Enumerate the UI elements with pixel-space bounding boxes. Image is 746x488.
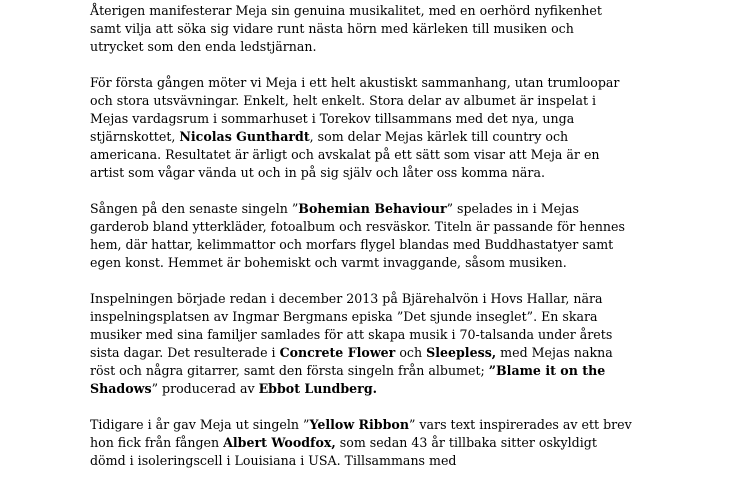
text-line [90, 146, 700, 164]
text-line [90, 326, 700, 344]
bold-text: Ebbot Lundberg. [258, 381, 378, 396]
text-line [90, 164, 700, 182]
text-line [90, 200, 700, 218]
text-line [90, 452, 700, 470]
text-segment: som sedan 43 år tillbaka sitter oskyldigt [335, 435, 597, 450]
paragraph-4 [90, 290, 700, 398]
paragraph-1 [90, 2, 700, 56]
text-line [90, 416, 700, 434]
text-line [90, 344, 700, 362]
bold-text: Concrete Flower [279, 345, 396, 360]
text-segment: dömd i isoleringscell i Louisiana i USA. Tillsammans med [90, 453, 457, 468]
text-segment: hon fick från fången [90, 435, 224, 450]
text-segment: med Mejas nakna [496, 345, 613, 360]
text-line [90, 20, 700, 38]
text-segment: Tidigare i år gav Meja ut singeln ” [90, 417, 310, 432]
text-segment: musiker med sina familjer samlades för att skapa musik i 70-talsanda under årets [90, 327, 613, 342]
text-line [90, 92, 700, 110]
text-segment: utrycket som den enda ledstjärnan. [90, 39, 317, 54]
paragraph-5 [90, 416, 700, 470]
text-line [90, 2, 700, 20]
bold-text: Shadows [90, 381, 152, 396]
text-segment: ” spelades in i Mejas [446, 201, 579, 216]
text-segment: ” vars text inspirerades av ett brev [408, 417, 632, 432]
text-segment: sista dagar. Det resulterade i [90, 345, 280, 360]
text-line [90, 434, 700, 452]
bold-text: Bohemian Behaviour [298, 201, 447, 216]
text-segment: egen konst. Hemmet är bohemiskt och varmt invaggande, såsom musiken. [90, 255, 567, 270]
bold-text: ”Blame it on the [488, 363, 606, 378]
text-segment: Mejas vardagsrum i sommarhuset i Torekov tillsammans med det nya, unga [90, 111, 575, 126]
text-segment: och [395, 345, 427, 360]
text-line [90, 290, 700, 308]
text-segment: samt vilja att söka sig vidare runt nästa hörn med kärleken till musiken och [90, 21, 574, 36]
text-line [90, 218, 700, 236]
text-segment: americana. Resultatet är ärligt och avskalat på ett sätt som visar att Meja är en [90, 147, 600, 162]
text-segment: Sången på den senaste singeln ” [90, 201, 299, 216]
text-line [90, 38, 700, 56]
text-line [90, 128, 700, 146]
bold-text: Nicolas Gunthardt [179, 129, 310, 144]
text-segment: ” producerad av [151, 381, 259, 396]
text-segment: garderob bland ytterkläder, fotoalbum och resväskor. Titeln är passande för hennes [90, 219, 625, 234]
bold-text: Sleepless, [426, 345, 497, 360]
text-segment: stjärnskottet, [90, 129, 180, 144]
text-segment: artist som vågar vända ut och in på sig själv och låter oss komma nära. [90, 165, 545, 180]
paragraph-2 [90, 74, 700, 182]
text-line [90, 254, 700, 272]
text-line [90, 236, 700, 254]
text-segment: Återigen manifesterar Meja sin genuina musikalitet, med en oerhörd nyfikenhet [90, 3, 602, 18]
text-line [90, 110, 700, 128]
text-segment: Inspelningen började redan i december 2013 på Bjärehalvön i Hovs Hallar, nära [90, 291, 603, 306]
text-line [90, 74, 700, 92]
text-line [90, 308, 700, 326]
paragraph-3 [90, 200, 700, 272]
text-line [90, 362, 700, 380]
bold-text: Yellow Ribbon [309, 417, 409, 432]
text-segment: och stora utsvävningar. Enkelt, helt enkelt. Stora delar av albumet är inspelat i [90, 93, 597, 108]
text-line [90, 380, 700, 398]
text-segment: , som delar Mejas kärlek till country och [309, 129, 569, 144]
press-release-body [90, 0, 700, 488]
bold-text: Albert Woodfox, [223, 435, 336, 450]
text-segment: inspelningsplatsen av Ingmar Bergmans episka ”Det sjunde inseglet”. En skara [90, 309, 598, 324]
text-segment: röst och några gitarrer, samt den första singeln från albumet; [90, 363, 489, 378]
text-segment: hem, där hattar, kelimmattor och morfars flygel blandas med Buddhastatyer samt [90, 237, 614, 252]
text-segment: För första gången möter vi Meja i ett helt akustiskt sammanhang, utan trumloopar [90, 75, 620, 90]
